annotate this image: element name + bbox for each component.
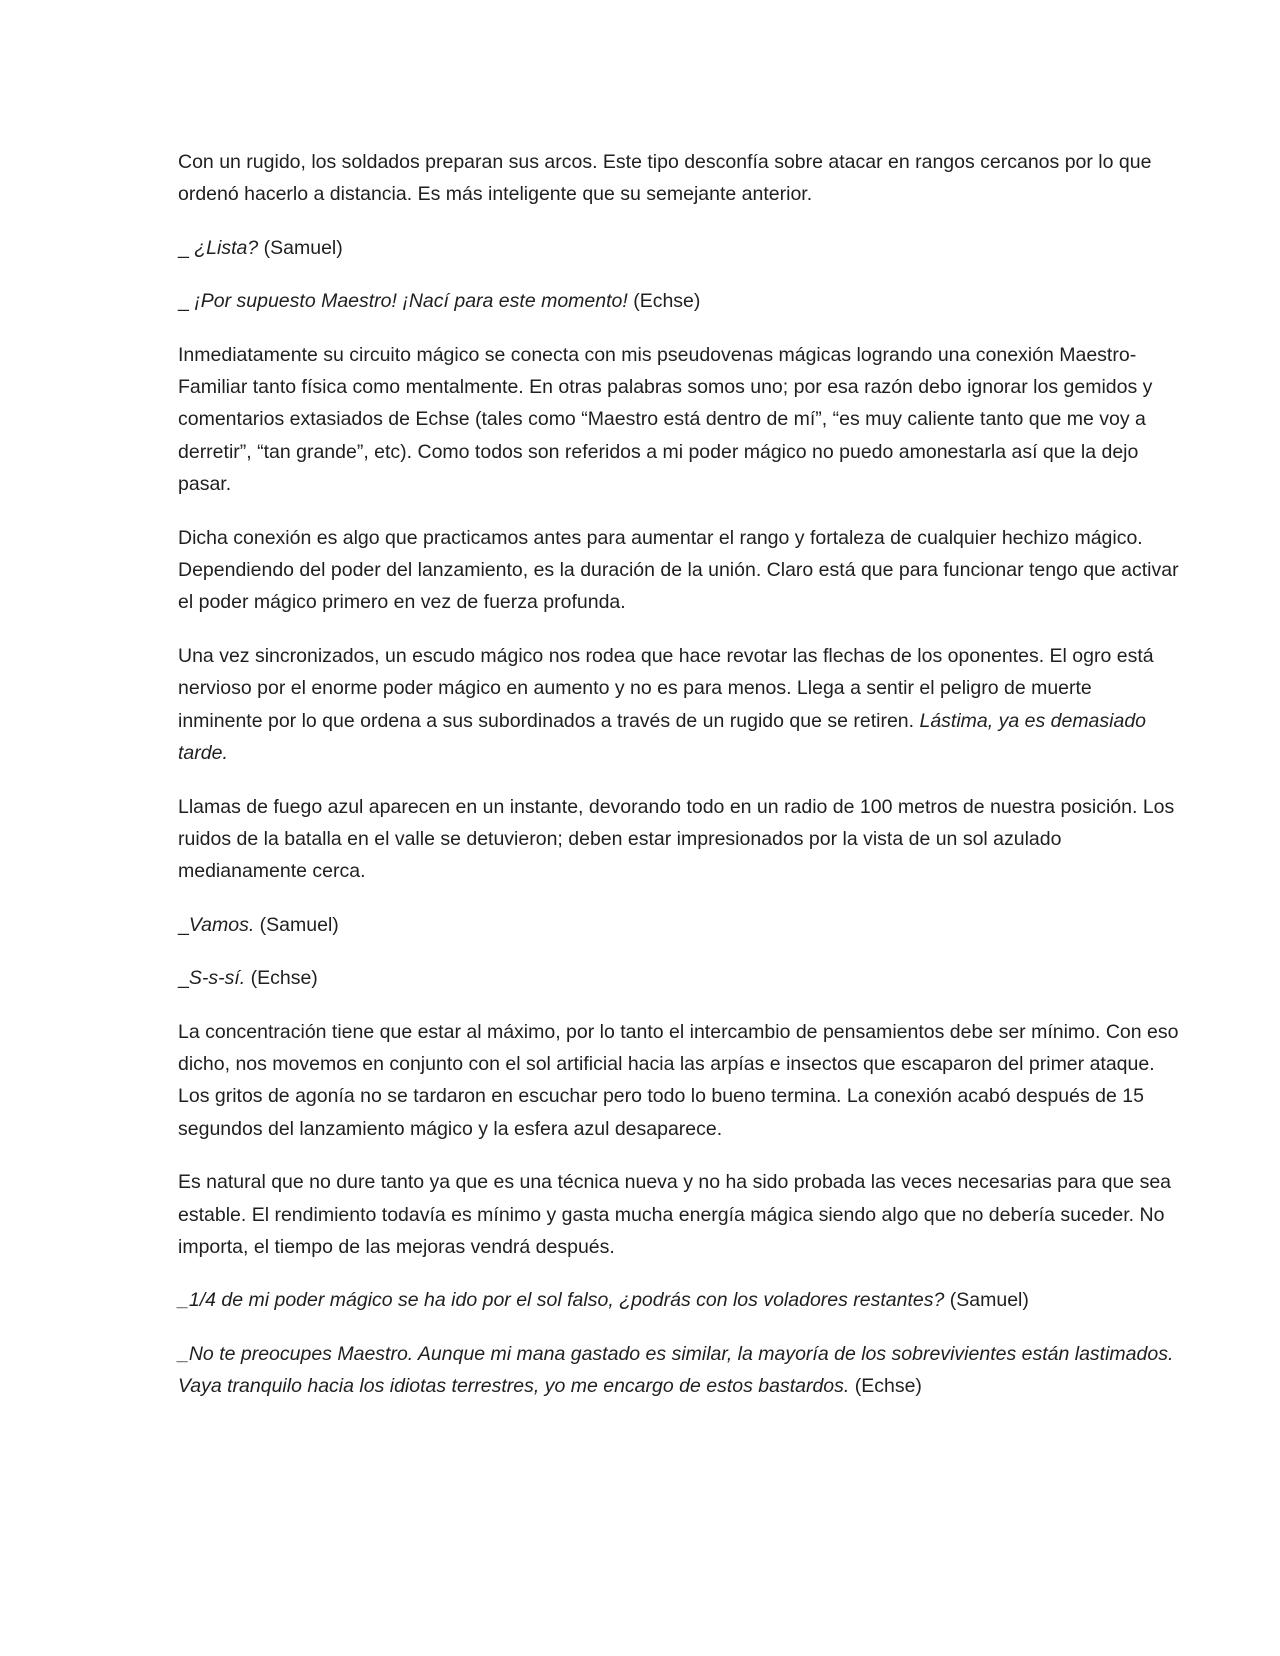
paragraph-p8: [178, 909, 1180, 941]
paragraph-p7: [178, 791, 1180, 888]
text-segment: _: [178, 967, 189, 990]
paragraph-p11: [178, 1166, 1180, 1263]
italic-text-segment: Lástima, ya es demasiado tarde.: [178, 709, 1147, 765]
document-body: [178, 146, 1180, 1403]
text-segment: _: [178, 236, 195, 259]
text-segment: Es natural que no dure tanto ya que es una técnica nueva y no ha sido probada las veces necesarias para que sea estable. El rendimiento todavía es mínimo y gasta mucha energía mágica siendo algo que no debería suceder. No importa, el tiempo de las mejoras vendrá después.: [178, 1171, 1172, 1258]
italic-text-segment: _No te preocupes Maestro. Aunque mi mana gastado es similar, la mayoría de los sobrevivientes están lastimados. Vaya tranquilo hacia los idiotas terrestres, yo me encargo de estos bastardos.: [178, 1342, 1174, 1398]
text-segment: Llamas de fuego azul aparecen en un instante, devorando todo en un radio de 100 metros de nuestra posición. Los ruidos de la batalla en el valle se detuvieron; deben estar impresionados por la vista de un sol azulado medianamente cerca.: [178, 795, 1175, 883]
text-segment: _: [178, 290, 195, 313]
paragraph-p9: [178, 962, 1180, 994]
paragraph-p2: [178, 232, 1180, 264]
text-segment: _: [178, 913, 189, 936]
italic-text-segment: S-s-sí.: [188, 967, 246, 990]
text-segment: (Echse): [627, 290, 701, 313]
paragraph-p3: [178, 285, 1180, 317]
text-segment: (Samuel): [258, 236, 343, 259]
text-segment: Con un rugido, los soldados preparan sus arcos. Este tipo desconfía sobre atacar en rangos cercanos por lo que ordenó hacerlo a distancia. Es más inteligente que su semejante anterior.: [178, 151, 1152, 206]
text-segment: Inmediatamente su circuito mágico se conecta con mis pseudovenas mágicas logrando una conexión Maestro-Familiar tanto física como mentalmente. En otras palabras somos uno; por esa razón debo ignorar los gemidos y comentarios extasiados de Echse (tales como “Maestro está dentro de mí”, “es muy caliente tanto que me voy a derretir”, “tan grande”, etc). Como todos son referidos a mi poder mágico no puedo amonestarla así que la dejo pasar.: [178, 343, 1153, 496]
paragraph-p12: [178, 1284, 1180, 1316]
paragraph-p10: [178, 1016, 1180, 1146]
paragraph-p4: [178, 339, 1180, 501]
text-segment: Una vez sincronizados, un escudo mágico nos rodea que hace revotar las flechas de los oponentes. El ogro está nervioso por el enorme poder mágico en aumento y no es para menos. Llega a sentir el peligro de muerte inminente por lo que ordena a sus subordinados a través de un rugido que se retiren.: [178, 644, 1154, 732]
italic-text-segment: Vamos.: [188, 913, 255, 936]
text-segment: (Samuel): [944, 1289, 1029, 1312]
text-segment: (Samuel): [254, 913, 339, 936]
text-segment: (Echse): [245, 967, 318, 990]
text-segment: Dicha conexión es algo que practicamos antes para aumentar el rango y fortaleza de cualquier hechizo mágico. Dependiendo del poder del lanzamiento, es la duración de la unión. Claro está que para funcionar tengo que activar el poder mágico primero en vez de fuerza profunda.: [178, 526, 1179, 614]
text-segment: (Echse): [849, 1375, 922, 1398]
paragraph-p5: [178, 522, 1180, 619]
text-segment: La concentración tiene que estar al máximo, por lo tanto el intercambio de pensamientos debe ser mínimo. Con eso dicho, nos movemos en conjunto con el sol artificial hacia las arpías e insectos que escaparon del primer ataque. Los gritos de agonía no se tardaron en escuchar pero todo lo bueno termina. La conexión acabó después de 15 segundos del lanzamiento mágico y la esfera azul desaparece.: [178, 1020, 1179, 1140]
italic-text-segment: ¿Lista?: [194, 236, 259, 259]
italic-text-segment: ¡Por supuesto Maestro! ¡Nací para este momento!: [194, 290, 628, 313]
paragraph-p1: [178, 146, 1180, 211]
paragraph-p6: [178, 640, 1180, 770]
italic-text-segment: _1/4 de mi poder mágico se ha ido por el sol falso, ¿podrás con los voladores restantes?: [178, 1289, 945, 1312]
paragraph-p13: [178, 1338, 1180, 1403]
